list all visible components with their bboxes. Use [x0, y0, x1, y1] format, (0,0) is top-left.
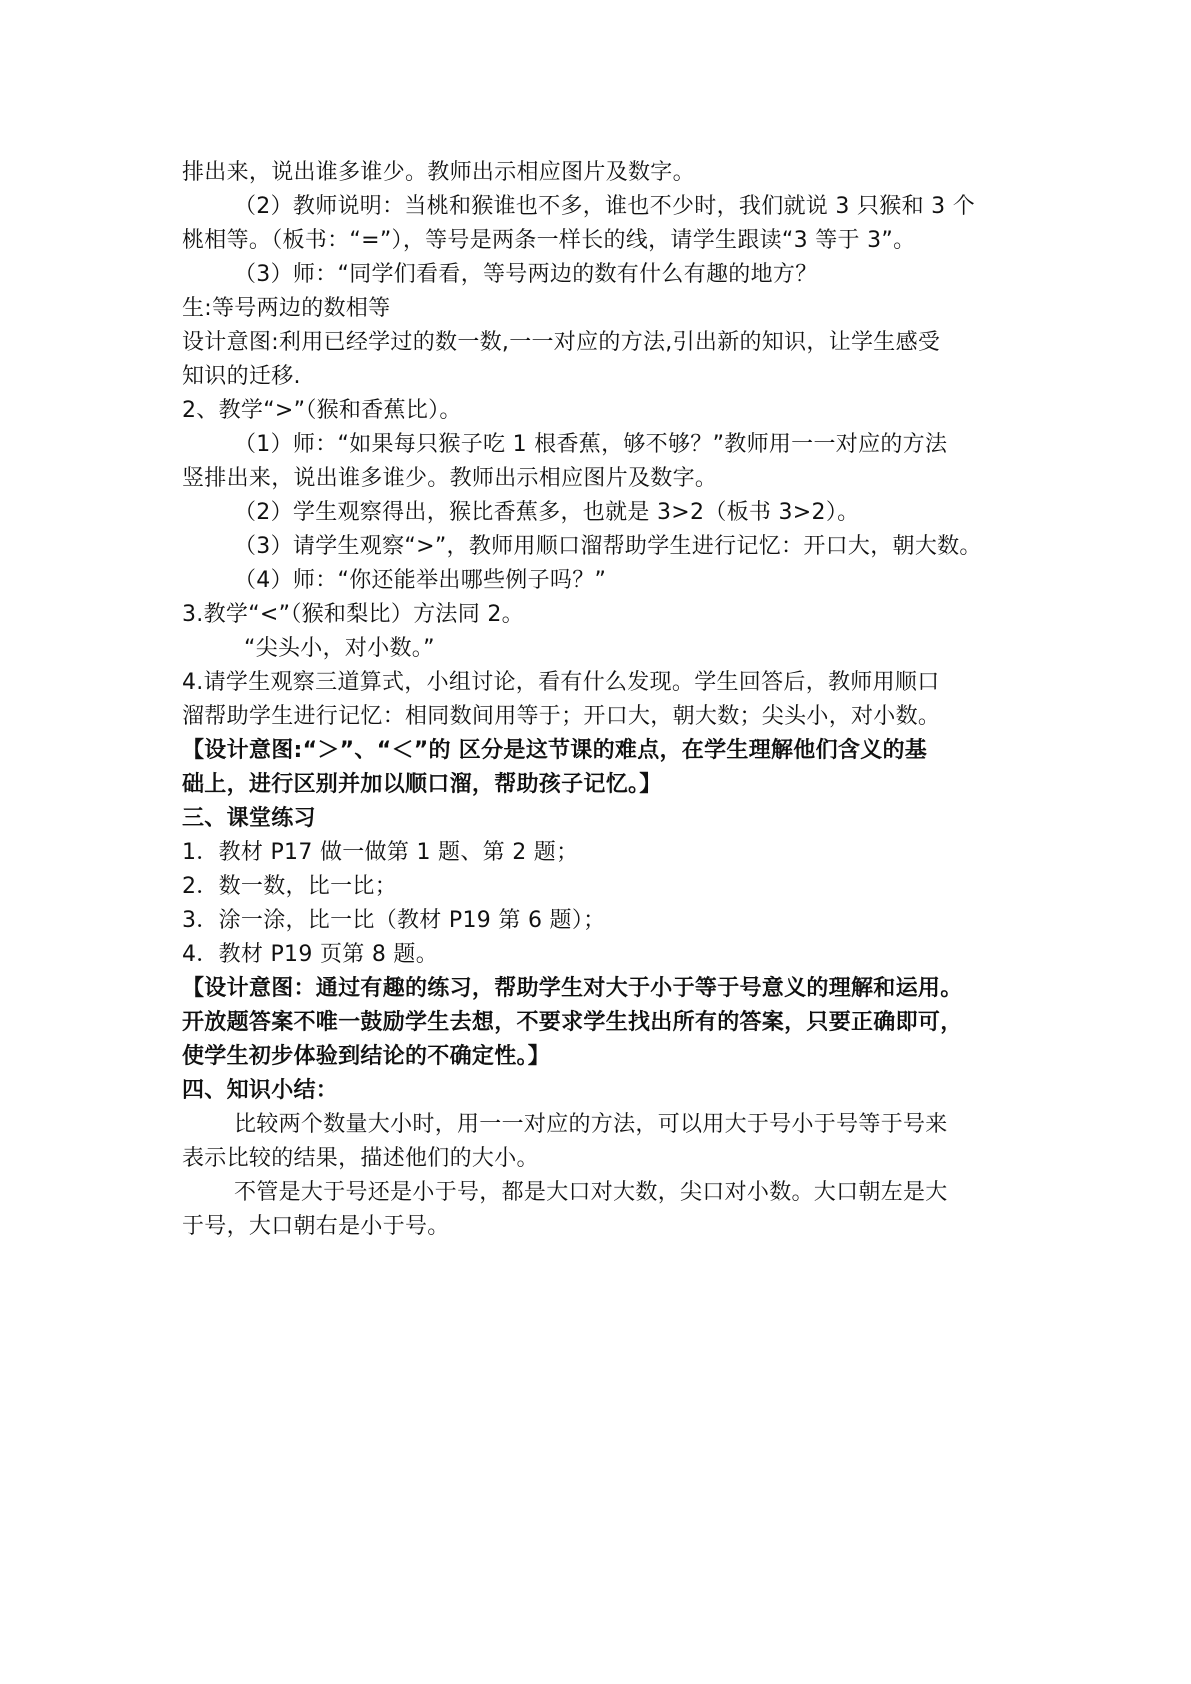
text-line: （2）教师说明：当桃和猴谁也不多，谁也不少时，我们就说 3 只猴和 3 个 — [234, 194, 976, 219]
design-intent-line: 知识的迁移. — [182, 364, 301, 389]
section-heading: 2、教学“>”（猴和香蕉比）。 — [182, 398, 462, 423]
text-line: （1）师：“如果每只猴子吃 1 根香蕉，够不够？”教师用一一对应的方法 — [234, 432, 948, 457]
design-intent-bold: 【设计意图：通过有趣的练习，帮助学生对大于小于等于号意义的理解和运用。 — [182, 976, 963, 1001]
section-heading: 3.教学“<”（猴和梨比）方法同 2。 — [182, 602, 524, 627]
text-line: 于号，大口朝右是小于号。 — [182, 1214, 450, 1239]
design-intent-line: 设计意图:利用已经学过的数一数,一一对应的方法,引出新的知识，让学生感受 — [182, 330, 941, 355]
text-line: （4）师：“你还能举出哪些例子吗？” — [234, 568, 607, 593]
design-intent-bold: 础上，进行区别并加以顺口溜，帮助孩子记忆。】 — [182, 772, 662, 797]
text-line: 溜帮助学生进行记忆：相同数间用等于；开口大，朝大数；尖头小，对小数。 — [182, 704, 941, 729]
section-heading: 4.请学生观察三道算式，小组讨论，看有什么发现。学生回答后，教师用顺口 — [182, 670, 940, 695]
text-line: 排出来，说出谁多谁少。教师出示相应图片及数字。 — [182, 160, 695, 185]
text-line: 表示比较的结果，描述他们的大小。 — [182, 1146, 539, 1171]
text-line: 竖排出来，说出谁多谁少。教师出示相应图片及数字。 — [182, 466, 718, 491]
text-line: （3）请学生观察“>”，教师用顺口溜帮助学生进行记忆：开口大，朝大数。 — [234, 534, 982, 559]
design-intent-bold: 使学生初步体验到结论的不确定性。】 — [182, 1044, 551, 1069]
section-heading-practice: 三、课堂练习 — [182, 806, 316, 831]
text-line: （2）学生观察得出，猴比香蕉多，也就是 3>2（板书 3>2）。 — [234, 500, 860, 525]
document-page — [182, 156, 1027, 1244]
list-item: 3．涂一涂，比一比（教材 P19 第 6 题）； — [182, 908, 606, 933]
list-item: 2．数一数，比一比； — [182, 874, 397, 899]
design-intent-bold: 【设计意图:“＞”、“＜”的 区分是这节课的难点，在学生理解他们含义的基 — [182, 738, 928, 763]
list-item: 1．教材 P17 做一做第 1 题、第 2 题； — [182, 840, 579, 865]
text-line: 不管是大于号还是小于号，都是大口对大数，尖口对小数。大口朝左是大 — [234, 1180, 948, 1205]
text-line: 比较两个数量大小时，用一一对应的方法，可以用大于号小于号等于号来 — [234, 1112, 948, 1137]
text-line: 生:等号两边的数相等 — [182, 296, 391, 321]
section-heading-summary: 四、知识小结： — [182, 1078, 339, 1103]
text-line: 桃相等。（板书：“=”），等号是两条一样长的线，请学生跟读“3 等于 3”。 — [182, 228, 916, 253]
list-item: 4．教材 P19 页第 8 题。 — [182, 942, 439, 967]
text-line: （3）师：“同学们看看，等号两边的数有什么有趣的地方？ — [234, 262, 818, 287]
design-intent-bold: 开放题答案不唯一鼓励学生去想，不要求学生找出所有的答案，只要正确即可， — [182, 1010, 963, 1035]
text-line: “尖头小，对小数。” — [244, 636, 435, 661]
